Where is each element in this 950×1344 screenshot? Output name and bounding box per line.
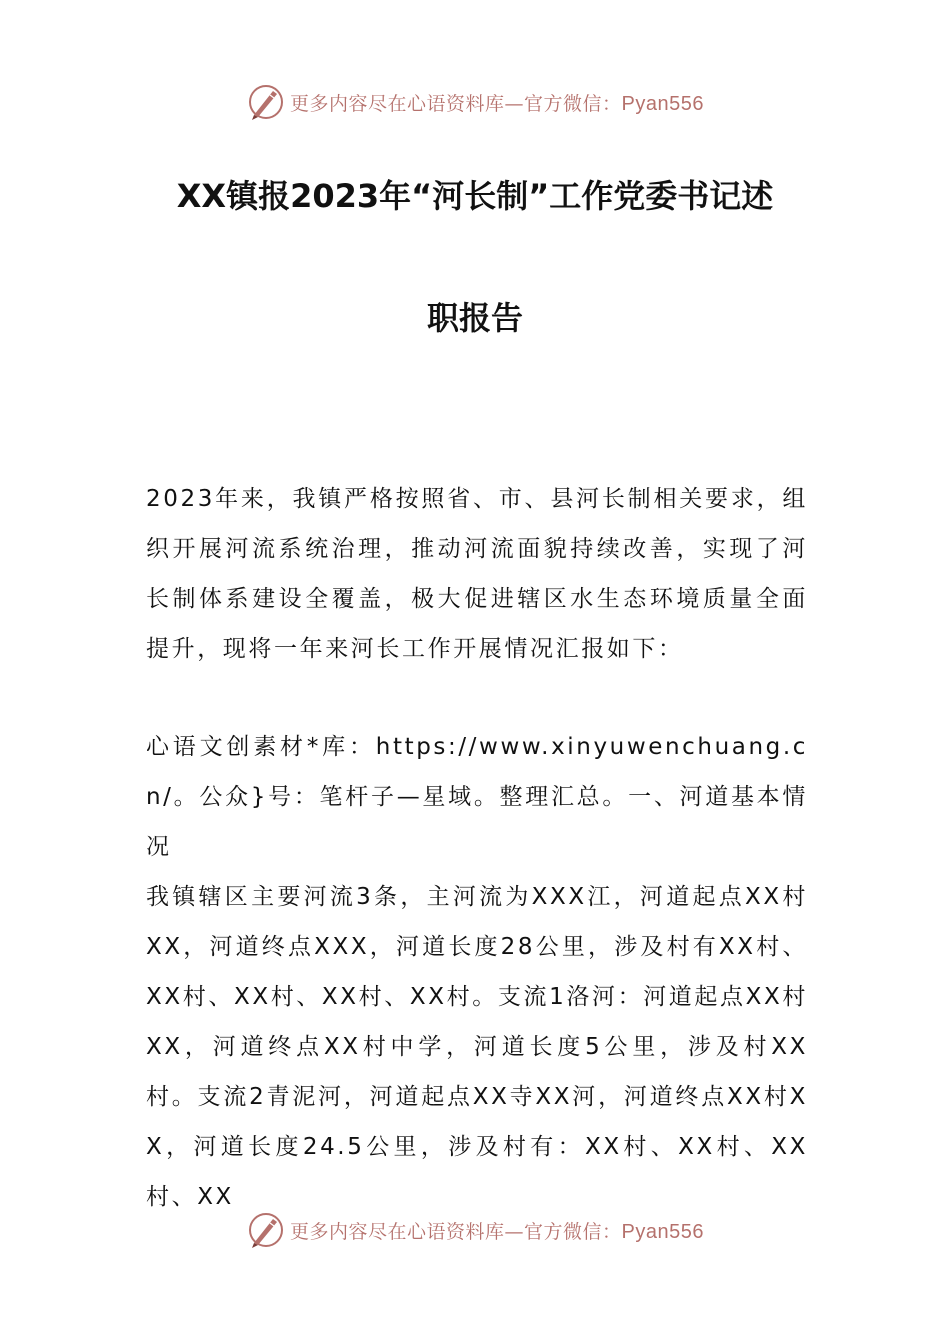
wechat-id: Pyan556 [621,1220,704,1243]
watermark-footer [0,1208,950,1252]
paragraph-river-info: 我镇辖区主要河流3条，主河流为XXX江，河道起点XX村XX，河道终点XXX，河道长度28公里，涉及村有XX村、XX村、XX村、XX村、XX村。支流1洛河：河道起点XX村XX，河道终点XX村中学，河道长度5公里，涉及村XX村。支流2青泥河，河道起点XX寺XX河，河道终点XX村XX，河道长度24.5公里，涉及村有：XX村、XX村、XX村、XX [146,884,808,1210]
pen-logo-icon [246,82,286,122]
watermark-header [0,80,950,124]
document-title-line-1: XX镇报2023年“河长制”工作党委书记述 [176,177,774,215]
document-title-line-2: 职报告 [426,299,523,337]
watermark-text: 更多内容尽在心语资料库—官方微信： [290,92,622,115]
paragraph-source-note: 心语文创素材*库：https://www.xinyuwenchuang.cn/。公众}号：笔杆子—星域。整理汇总。一、河道基本情况 [146,734,808,860]
paragraph-intro: 2023年来，我镇严格按照省、市、县河长制相关要求，组织开展河流系统治理，推动河流面貌持续改善，实现了河长制体系建设全覆盖，极大促进辖区水生态环境质量全面提升，现将一年来河长工作开展情况汇报如下： [146,486,808,662]
wechat-id: Pyan556 [621,92,704,115]
watermark-text: 更多内容尽在心语资料库—官方微信： [290,1220,622,1243]
pen-logo-icon [246,1210,286,1250]
